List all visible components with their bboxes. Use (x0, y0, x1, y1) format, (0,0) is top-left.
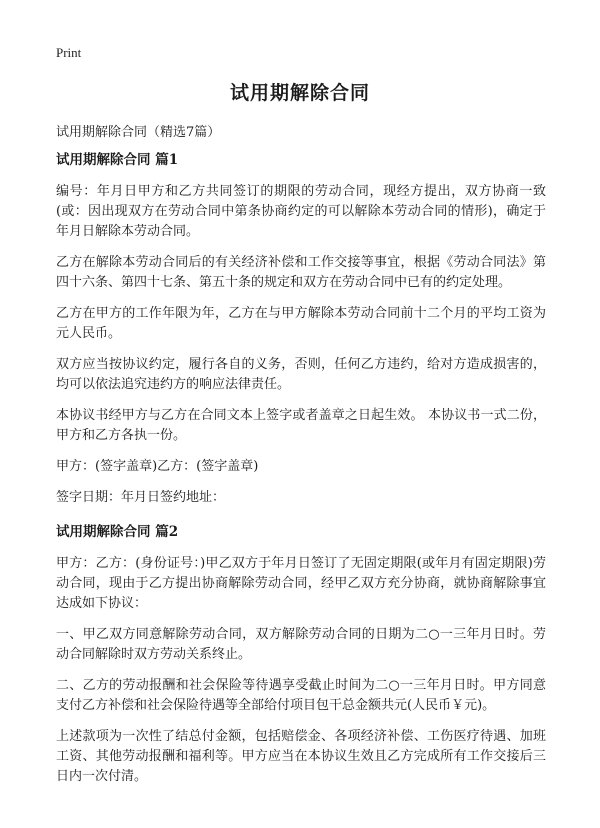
print-link[interactable]: Print (56, 45, 82, 60)
paragraph: 乙方在甲方的工作年限为年，乙方在与甲方解除本劳动合同前十二个月的平均工资为元人民币。 (56, 306, 546, 341)
signature-line: 甲方：(签字盖章)乙方：(签字盖章) (56, 459, 259, 474)
paragraph: 甲方：乙方：(身份证号：)甲乙双方于年月日签订了无固定期限(或年月有固定期限)劳动合同，现由于乙方提出协商解除劳动合同，经甲乙双方充分协商，就协商解除事宜达成如下协议： (56, 556, 546, 611)
page-title: 试用期解除合同 (229, 82, 370, 104)
section-heading: 试用期解除合同 篇2 (56, 524, 179, 540)
signing-date-line: 签字日期：年月日签约地址： (56, 490, 226, 505)
section-heading: 试用期解除合同 篇1 (56, 152, 179, 168)
paragraph: 一、甲乙双方同意解除劳动合同，双方解除劳动合同的日期为二○一三年月日时。劳动合同解除时双方劳动关系终止。 (56, 627, 546, 662)
document-subtitle: 试用期解除合同（精选7篇） (56, 125, 221, 140)
paragraph: 编号：年月日甲方和乙方共同签订的期限的劳动合同，现经方提出，双方协商一致(或：因出现双方在劳动合同中第条协商约定的可以解除本劳动合同的情形)，确定于年月日解除本劳动合同。 (56, 184, 546, 239)
paragraph: 双方应当按协议约定，履行各自的义务，否则，任何乙方违约，给对方造成损害的，均可以依法追究违约方的响应法律责任。 (56, 357, 546, 392)
document-body (56, 150, 546, 798)
paragraph: 二、乙方的劳动报酬和社会保险等待遇享受截止时间为二○一三年月日时。甲方同意支付乙方补偿和社会保险待遇等全部给付项目包干总金额共元(人民币￥元)。 (56, 678, 546, 713)
paragraph: 乙方在解除本劳动合同后的有关经济补偿和工作交接等事宜，根据《劳动合同法》第四十六条、第四十七条、第五十条的规定和双方在劳动合同中已有的约定处理。 (56, 255, 546, 290)
paragraph: 本协议书经甲方与乙方在合同文本上签字或者盖章之日起生效。 本协议书一式二份，甲方和乙方各执一份。 (56, 408, 546, 443)
paragraph: 上述款项为一次性了结总付金额，包括赔偿金、各项经济补偿、工伤医疗待遇、加班工资、其他劳动报酬和福利等。甲方应当在本协议生效且乙方完成所有工作交接后三日内一次付清。 (56, 729, 546, 784)
